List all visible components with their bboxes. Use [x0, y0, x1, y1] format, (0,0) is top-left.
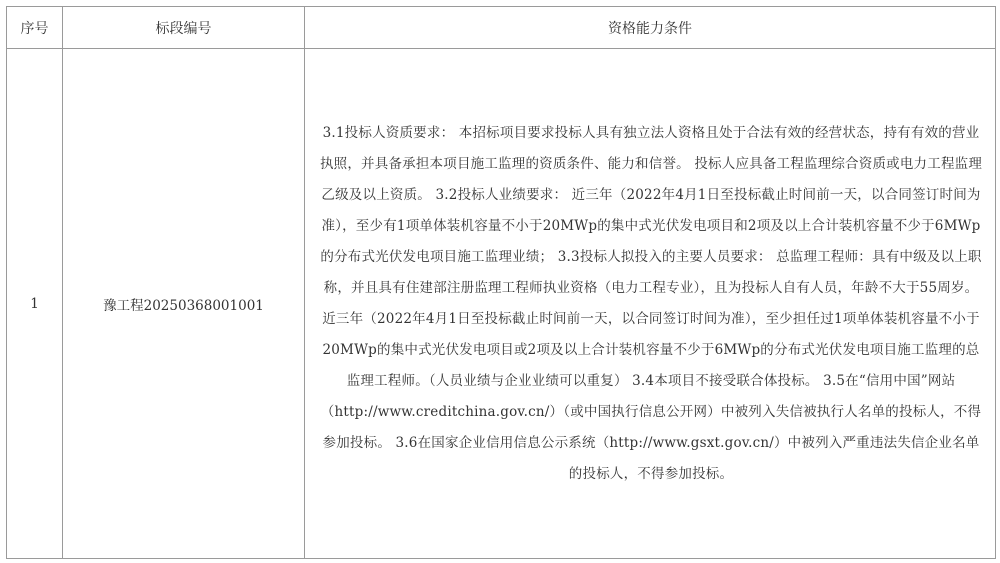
- cell-qualification: [305, 49, 996, 559]
- table-row: [7, 49, 996, 559]
- cell-index: 1: [7, 49, 63, 559]
- qualification-table: [6, 6, 996, 559]
- table-header-row: [7, 7, 996, 49]
- header-index: 序号: [7, 7, 63, 49]
- header-section-code: 标段编号: [63, 7, 305, 49]
- header-qualification: 资格能力条件: [305, 7, 996, 49]
- qualification-text: 3.1投标人资质要求： 本招标项目要求投标人具有独立法人资格且处于合法有效的经营状态，持有有效的营业执照，并具备承担本项目施工监理的资质条件、能力和信誉。 投标人应具备工程监理综合资质或电力工程监理乙级及以上资质。 3.2投标人业绩要求： 近三年（2022年4月1日至投标截止时间前一天，以合同签订时间为准），至少有1项单体装机容量不小于20MWp的集中式光伏发电项目和2项及以上合计装机容量不少于6MWp的分布式光伏发电项目施工监理业绩； 3.3投标人拟投入的主要人员要求： 总监理工程师：具有中级及以上职称，并且具有住建部注册监理工程师执业资格（电力工程专业），且为投标人自有人员，年龄不大于55周岁。近三年（2022年4月1日至投标截止时间前一天，以合同签订时间为准），至少担任过1项单体装机容量不小于20MWp的集中式光伏发电项目或2项及以上合计装机容量不少于6MWp的分布式光伏发电项目施工监理的总监理工程师。（人员业绩与企业业绩可以重复） 3.4本项目不接受联合体投标。 3.5在“信用中国”网站（http://www.creditchina.gov.cn/）（或中国执行信息公开网）中被列入失信被执行人名单的投标人，不得参加投标。 3.6在国家企业信用信息公示系统（http://www.gsxt.gov.cn/）中被列入严重违法失信企业名单的投标人，不得参加投标。: [319, 124, 983, 482]
- cell-section-code: 豫工程20250368001001: [63, 49, 305, 559]
